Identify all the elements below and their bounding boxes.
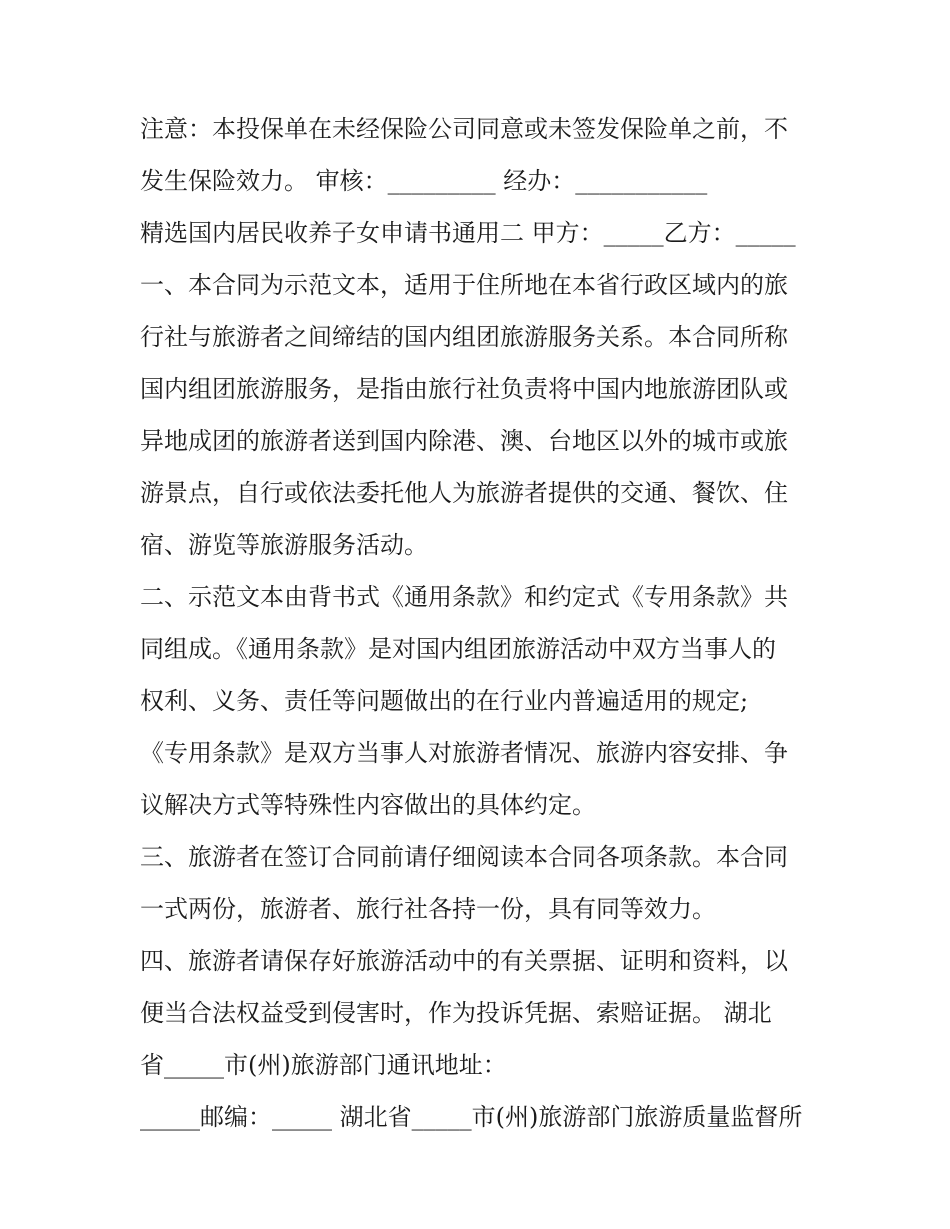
text-line: 一、本合同为示范文本，适用于住所地在本省行政区域内的旅 (140, 271, 788, 299)
text-line: 一式两份，旅游者、旅行社各持一份，具有同等效力。 (140, 895, 716, 923)
text-line: 《专用条款》是双方当事人对旅游者情况、旅游内容安排、争 (140, 739, 788, 767)
text-line: _____邮编：_____ 湖北省_____市(州)旅游部门旅游质量监督所 (140, 1103, 803, 1131)
text-line: 异地成团的旅游者送到国内除港、澳、台地区以外的城市或旅 (140, 427, 788, 455)
text-line: 同组成。《通用条款》是对国内组团旅游活动中双方当事人的 (140, 635, 776, 663)
text-line: 便当合法权益受到侵害时，作为投诉凭据、索赔证据。 湖北 (140, 999, 772, 1027)
text-line: 权利、义务、责任等问题做出的在行业内普遍适用的规定; (140, 687, 749, 715)
text-line: 四、旅游者请保存好旅游活动中的有关票据、证明和资料，以 (140, 947, 788, 975)
text-line: 议解决方式等特殊性内容做出的具体约定。 (140, 791, 596, 819)
text-line: 三、旅游者在签订合同前请仔细阅读本合同各项条款。本合同 (140, 843, 788, 871)
text-line: 发生保险效力。 审核：_________ 经办：___________ (140, 167, 708, 195)
text-line: 行社与旅游者之间缔结的国内组团旅游服务关系。本合同所称 (140, 323, 788, 351)
text-line: 注意：本投保单在未经保险公司同意或未签发保险单之前，不 (140, 115, 788, 143)
text-line: 国内组团旅游服务，是指由旅行社负责将中国内地旅游团队或 (140, 375, 788, 403)
text-line: 二、示范文本由背书式《通用条款》和约定式《专用条款》共 (140, 583, 788, 611)
text-line: 宿、游览等旅游服务活动。 (140, 531, 428, 559)
text-line: 精选国内居民收养子女申请书通用二 甲方：_____乙方：_____ (140, 219, 796, 247)
text-line: 省_____市(州)旅游部门通讯地址： (140, 1051, 507, 1079)
text-line: 游景点，自行或依法委托他人为旅游者提供的交通、餐饮、住 (140, 479, 788, 507)
document-body (140, 103, 812, 1143)
